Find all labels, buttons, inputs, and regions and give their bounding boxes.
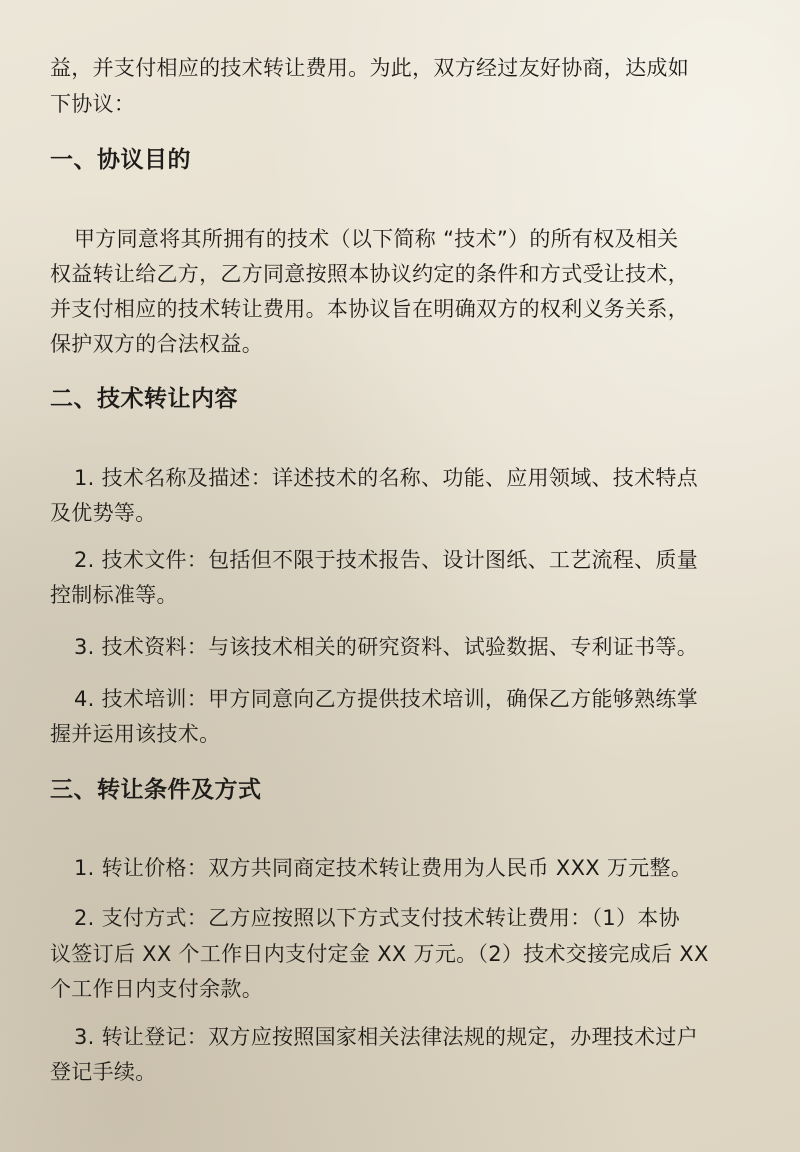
section-3-item-2-line-2: 议签订后 XX 个工作日内支付定金 XX 万元。（2）技术交接完成后 XX <box>50 942 709 966</box>
section-3-item-2-line-1: 2. 支付方式：乙方应按照以下方式支付技术转让费用：（1）本协 <box>74 906 680 930</box>
section-2-heading: 二、技术转让内容 <box>50 386 238 412</box>
section-3-heading: 三、转让条件及方式 <box>50 777 262 803</box>
section-1-line-1: 甲方同意将其所拥有的技术（以下简称 “技术”）的所有权及相关 <box>74 227 679 251</box>
section-3-item-2-line-3: 个工作日内支付余款。 <box>50 977 263 1001</box>
section-2-item-4-line-1: 4. 技术培训：甲方同意向乙方提供技术培训，确保乙方能够熟练掌 <box>74 687 699 711</box>
section-1-line-3: 并支付相应的技术转让费用。本协议旨在明确双方的权利义务关系， <box>50 297 689 321</box>
section-3-item-3-line-1: 3. 转让登记：双方应按照国家相关法律法规的规定，办理技术过户 <box>74 1025 699 1049</box>
section-2-item-4-line-2: 握并运用该技术。 <box>50 722 221 746</box>
section-2-item-2-line-2: 控制标准等。 <box>50 583 178 607</box>
section-1-heading: 一、协议目的 <box>50 147 191 173</box>
section-3-item-3-line-2: 登记手续。 <box>50 1060 157 1084</box>
section-1-line-4: 保护双方的合法权益。 <box>50 332 263 356</box>
section-2-item-1-line-1: 1. 技术名称及描述：详述技术的名称、功能、应用领域、技术特点 <box>74 466 699 490</box>
section-1-line-2: 权益转让给乙方，乙方同意按照本协议约定的条件和方式受让技术， <box>50 262 689 286</box>
intro-line-2: 下协议： <box>50 92 136 116</box>
section-3-item-1-line-1: 1. 转让价格：双方共同商定技术转让费用为人民币 XXX 万元整。 <box>74 856 693 880</box>
section-2-item-1-line-2: 及优势等。 <box>50 501 157 525</box>
intro-line-1: 益，并支付相应的技术转让费用。为此，双方经过友好协商，达成如 <box>50 56 689 80</box>
section-2-item-2-line-1: 2. 技术文件：包括但不限于技术报告、设计图纸、工艺流程、质量 <box>74 548 699 572</box>
section-2-item-3-line-1: 3. 技术资料：与该技术相关的研究资料、试验数据、专利证书等。 <box>74 635 699 659</box>
